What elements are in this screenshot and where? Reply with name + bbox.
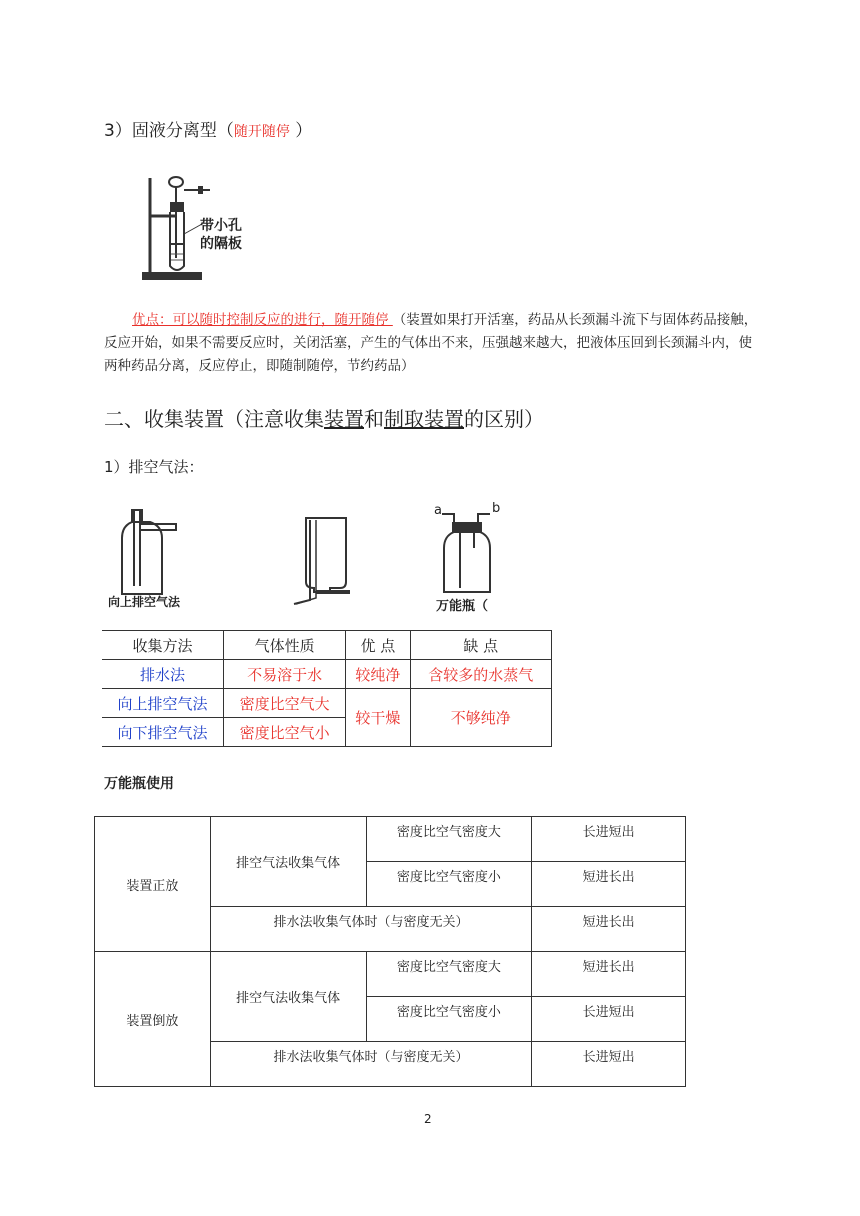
fig3-label-b: b [492, 501, 501, 516]
figure-label-line2: 的隔板 [200, 236, 242, 252]
downward-air-bottle-figure [290, 512, 370, 608]
group-cell: 装置正放 [95, 817, 211, 952]
advantage-red: 优点：可以随时控制反应的进行，随开随停 [132, 312, 393, 328]
method-cell: 排水法收集气体时（与密度无关） [210, 907, 531, 952]
header-cell: 优 点 [346, 631, 410, 660]
section-3-title-suffix: ） [289, 121, 313, 141]
section-two-underline-2: 制取装置 [384, 407, 464, 431]
table-row [95, 817, 686, 862]
table-cell: 较干燥 [346, 689, 410, 747]
solid-liquid-apparatus-figure [140, 168, 250, 284]
header-cell: 气体性质 [224, 631, 346, 660]
table-cell: 向上排空气法 [102, 689, 224, 718]
table-cell: 不易溶于水 [224, 660, 346, 689]
section-3-heading [104, 116, 312, 141]
table-row [102, 660, 552, 689]
air-method-heading: 1）排空气法： [104, 458, 204, 476]
upward-air-bottle-figure [104, 502, 214, 610]
section-two-prefix: 二、收集装置（注意收集 [104, 407, 324, 431]
direction-cell: 长进短出 [532, 1042, 686, 1087]
density-cell: 密度比空气密度大 [366, 952, 532, 997]
group-cell: 装置倒放 [95, 952, 211, 1087]
direction-cell: 短进长出 [532, 952, 686, 997]
table-cell: 含较多的水蒸气 [410, 660, 551, 689]
direction-cell: 长进短出 [532, 817, 686, 862]
method-cell: 排空气法收集气体 [210, 952, 366, 1042]
density-cell: 密度比空气密度小 [366, 997, 532, 1042]
fig3-label-a: a [434, 503, 442, 518]
usage-title: 万能瓶使用 [104, 776, 174, 792]
section-3-title-prefix: 3）固液分离型（ [104, 121, 234, 141]
table-cell: 向下排空气法 [102, 718, 224, 747]
table-cell: 较纯净 [346, 660, 410, 689]
table-cell: 密度比空气小 [224, 718, 346, 747]
advantage-text: （装置如果打开活塞，药品从长颈漏斗流下与固体药品接触，反应开始，如果不需要反应时，关闭活塞，产生的气体出不来，压强越来越大，把液体压回到长颈漏斗内，使两种药品分离，反应停止，即随制随停，节约药品） [104, 312, 758, 374]
density-cell: 密度比空气密度小 [366, 862, 532, 907]
direction-cell: 长进短出 [532, 997, 686, 1042]
fig3-caption: 万能瓶（ [436, 599, 489, 614]
direction-cell: 短进长出 [532, 862, 686, 907]
section-two-underline-1: 装置 [324, 407, 364, 431]
table-row [102, 689, 552, 718]
density-cell: 密度比空气密度大 [366, 817, 532, 862]
table-cell: 排水法 [102, 660, 224, 689]
method-cell: 排水法收集气体时（与密度无关） [210, 1042, 531, 1087]
method-cell: 排空气法收集气体 [210, 817, 366, 907]
section-3-title-red: 随开随停 [233, 124, 290, 140]
collection-comparison-table [102, 630, 552, 747]
section-two-heading [104, 403, 544, 432]
page-number: 2 [424, 1112, 432, 1126]
table-row [102, 631, 552, 660]
advantage-paragraph [104, 309, 764, 378]
header-cell: 缺 点 [410, 631, 551, 660]
figure-label-line1: 带小孔 [200, 218, 242, 234]
header-cell: 收集方法 [102, 631, 224, 660]
table-row [95, 952, 686, 997]
fig1-caption: 向上排空气法 [108, 595, 181, 609]
section-two-suffix: 的区别） [464, 407, 544, 431]
section-two-mid: 和 [364, 407, 384, 431]
table-cell: 不够纯净 [410, 689, 551, 747]
versatile-bottle-usage-table [94, 816, 686, 1087]
table-cell: 密度比空气大 [224, 689, 346, 718]
versatile-bottle-figure [432, 500, 522, 614]
direction-cell: 短进长出 [532, 907, 686, 952]
